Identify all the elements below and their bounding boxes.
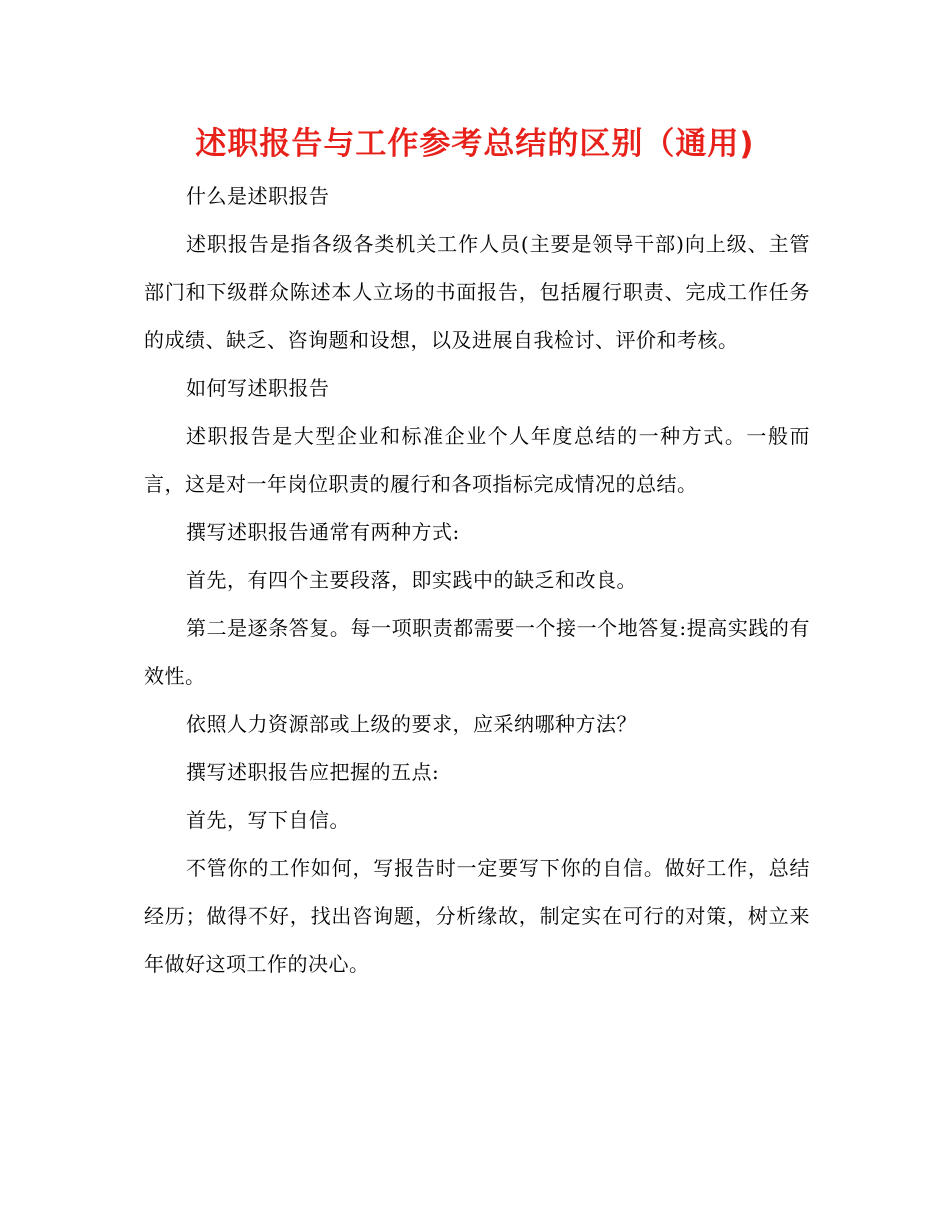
paragraph: 依照人力资源部或上级的要求，应采纳哪种方法？ xyxy=(186,712,637,736)
paragraph: 如何写述职报告 xyxy=(186,376,330,400)
paragraph: 撰写述职报告应把握的五点: xyxy=(186,760,440,784)
paragraph: 述职报告是指各级各类机关工作人员(主要是领导干部)向上级、主管部门和下级群众陈述本人立场的书面报告，包括履行职责、完成工作任务的成绩、缺乏、咨询题和设想，以及进展自我检讨、评价和考核。 xyxy=(144,232,810,352)
paragraph: 不管你的工作如何，写报告时一定要写下你的自信。做好工作，总结经历；做得不好，找出咨询题，分析缘故，制定实在可行的对策，树立来年做好这项工作的决心。 xyxy=(144,856,810,976)
paragraph: 首先，写下自信。 xyxy=(186,808,350,832)
paragraph: 什么是述职报告 xyxy=(186,184,330,208)
document-body xyxy=(144,172,810,988)
paragraph: 第二是逐条答复。每一项职责都需要一个接一个地答复:提高实践的有效性。 xyxy=(144,616,810,688)
document-title: 述职报告与工作参考总结的区别（通用) xyxy=(195,126,755,162)
paragraph: 述职报告是大型企业和标准企业个人年度总结的一种方式。一般而言，这是对一年岗位职责的履行和各项指标完成情况的总结。 xyxy=(144,424,810,496)
paragraph: 撰写述职报告通常有两种方式: xyxy=(186,520,460,544)
paragraph: 首先，有四个主要段落，即实践中的缺乏和改良。 xyxy=(186,568,637,592)
